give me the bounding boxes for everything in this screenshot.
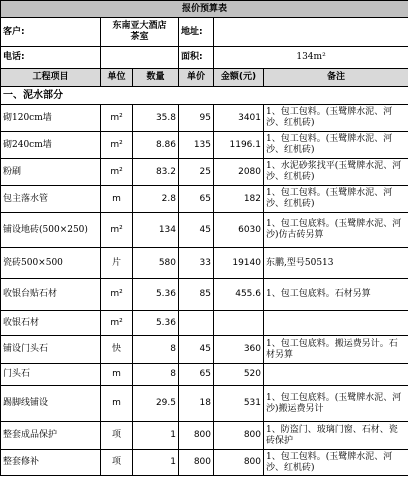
cell-price: 800 bbox=[179, 422, 214, 450]
cell-unit: m² bbox=[101, 105, 133, 132]
cell-item: 门头石 bbox=[1, 364, 101, 386]
cell-amount: 2080 bbox=[214, 159, 264, 186]
cell-price: 45 bbox=[179, 213, 214, 248]
cell-amount: 3401 bbox=[214, 105, 264, 132]
cell-item: 包主落水管 bbox=[1, 186, 101, 213]
col-header-note: 备注 bbox=[264, 69, 408, 87]
cell-unit: m² bbox=[101, 132, 133, 159]
cell-amount: 6030 bbox=[214, 213, 264, 248]
col-header-amount: 金额(元) bbox=[214, 69, 264, 87]
cell-item: 收银台贴石材 bbox=[1, 279, 101, 311]
table-row bbox=[1, 279, 408, 311]
cell-price: 135 bbox=[179, 132, 214, 159]
cell-unit: m bbox=[101, 386, 133, 422]
cell-item: 砌240cm墙 bbox=[1, 132, 101, 159]
cell-unit: m² bbox=[101, 279, 133, 311]
cell-note: 1、包工包料。(玉鹭牌水泥、河沙、红机砖) bbox=[264, 186, 408, 213]
sheet-title: 报价预算表 bbox=[1, 1, 408, 18]
col-header-price: 单价 bbox=[179, 69, 214, 87]
cell-amount bbox=[214, 311, 264, 336]
cell-item: 整套修补 bbox=[1, 450, 101, 476]
table-row bbox=[1, 450, 408, 476]
table-row bbox=[1, 213, 408, 248]
table-row bbox=[1, 311, 408, 336]
section-title: 一、泥水部分 bbox=[1, 87, 408, 105]
cell-item: 粉刷 bbox=[1, 159, 101, 186]
cell-note: 1、包工包料。(玉鹭牌水泥、河沙、红机砖) bbox=[264, 450, 408, 476]
cell-qty: 2.8 bbox=[133, 186, 179, 213]
col-header-qty: 数量 bbox=[133, 69, 179, 87]
client-label: 客户: bbox=[1, 18, 101, 47]
cell-price: 45 bbox=[179, 336, 214, 364]
cell-price: 65 bbox=[179, 186, 214, 213]
cell-qty: 5.36 bbox=[133, 311, 179, 336]
cell-price: 65 bbox=[179, 364, 214, 386]
cell-amount: 19140 bbox=[214, 248, 264, 279]
cell-item: 铺设门头石 bbox=[1, 336, 101, 364]
client-value: 东南亚大酒店 茶室 bbox=[101, 18, 179, 47]
cell-amount: 455.6 bbox=[214, 279, 264, 311]
cell-price: 25 bbox=[179, 159, 214, 186]
table-row bbox=[1, 105, 408, 132]
cell-price: 95 bbox=[179, 105, 214, 132]
cell-amount: 800 bbox=[214, 422, 264, 450]
cell-qty: 8.86 bbox=[133, 132, 179, 159]
table-row bbox=[1, 248, 408, 279]
cell-unit: m² bbox=[101, 213, 133, 248]
cell-item: 铺设地砖(500×250) bbox=[1, 213, 101, 248]
col-header-unit: 单位 bbox=[101, 69, 133, 87]
cell-unit: 片 bbox=[101, 248, 133, 279]
cell-qty: 1 bbox=[133, 450, 179, 476]
cell-unit: m bbox=[101, 364, 133, 386]
address-value bbox=[214, 18, 408, 47]
cell-note bbox=[264, 364, 408, 386]
cell-amount: 520 bbox=[214, 364, 264, 386]
cell-qty: 8 bbox=[133, 364, 179, 386]
cell-price: 18 bbox=[179, 386, 214, 422]
phone-value bbox=[101, 47, 179, 69]
cell-amount: 800 bbox=[214, 450, 264, 476]
cell-unit: m² bbox=[101, 311, 133, 336]
cell-unit: 快 bbox=[101, 336, 133, 364]
cell-note: 1、包工包底料。(玉鹭牌水泥、河沙)搬运费另计 bbox=[264, 386, 408, 422]
cell-price bbox=[179, 311, 214, 336]
cell-item: 瓷砖500×500 bbox=[1, 248, 101, 279]
cell-item: 收银石材 bbox=[1, 311, 101, 336]
phone-label: 电话: bbox=[1, 47, 101, 69]
cell-unit: m bbox=[101, 186, 133, 213]
table-row bbox=[1, 132, 408, 159]
cell-qty: 1 bbox=[133, 422, 179, 450]
cell-price: 85 bbox=[179, 279, 214, 311]
cell-note: 1、包工包料。(玉鹭牌水泥、河沙、红机砖) bbox=[264, 132, 408, 159]
cell-unit: 项 bbox=[101, 422, 133, 450]
cell-amount: 360 bbox=[214, 336, 264, 364]
cell-qty: 29.5 bbox=[133, 386, 179, 422]
table-row bbox=[1, 186, 408, 213]
cell-note: 1、包工包底料。(玉鹭牌水泥、河沙)仿古砖另算 bbox=[264, 213, 408, 248]
cell-qty: 35.8 bbox=[133, 105, 179, 132]
cell-item: 砌120cm墙 bbox=[1, 105, 101, 132]
address-label: 地址: bbox=[179, 18, 214, 47]
cell-qty: 83.2 bbox=[133, 159, 179, 186]
cell-amount: 531 bbox=[214, 386, 264, 422]
cell-amount: 1196.1 bbox=[214, 132, 264, 159]
cell-qty: 5.36 bbox=[133, 279, 179, 311]
cell-note: 1、包工包底料。石材另算 bbox=[264, 279, 408, 311]
table-row bbox=[1, 336, 408, 364]
cell-qty: 8 bbox=[133, 336, 179, 364]
cell-qty: 134 bbox=[133, 213, 179, 248]
cell-note: 1、包工包底料。搬运费另计。石材另算 bbox=[264, 336, 408, 364]
cell-item: 踢脚线铺设 bbox=[1, 386, 101, 422]
cell-note: 1、水泥砂浆找平(玉鹭牌水泥、河沙、红机砖) bbox=[264, 159, 408, 186]
cell-note: 1、防盗门、玻璃门窗、石材、瓷砖保护 bbox=[264, 422, 408, 450]
area-value: 134m² bbox=[214, 47, 408, 69]
table-row bbox=[1, 159, 408, 186]
cell-qty: 580 bbox=[133, 248, 179, 279]
table-row bbox=[1, 422, 408, 450]
cell-note: 1、包工包料。(玉鹭牌水泥、河沙、红机砖) bbox=[264, 105, 408, 132]
cell-unit: 项 bbox=[101, 450, 133, 476]
cell-price: 33 bbox=[179, 248, 214, 279]
cell-note: 东鹏,型号50513 bbox=[264, 248, 408, 279]
table-row bbox=[1, 364, 408, 386]
table-row bbox=[1, 386, 408, 422]
cell-note bbox=[264, 311, 408, 336]
cell-price: 800 bbox=[179, 450, 214, 476]
area-label: 面积: bbox=[179, 47, 214, 69]
col-header-item: 工程项目 bbox=[1, 69, 101, 87]
cell-item: 整套成品保护 bbox=[1, 422, 101, 450]
cell-amount: 182 bbox=[214, 186, 264, 213]
cell-unit: m² bbox=[101, 159, 133, 186]
